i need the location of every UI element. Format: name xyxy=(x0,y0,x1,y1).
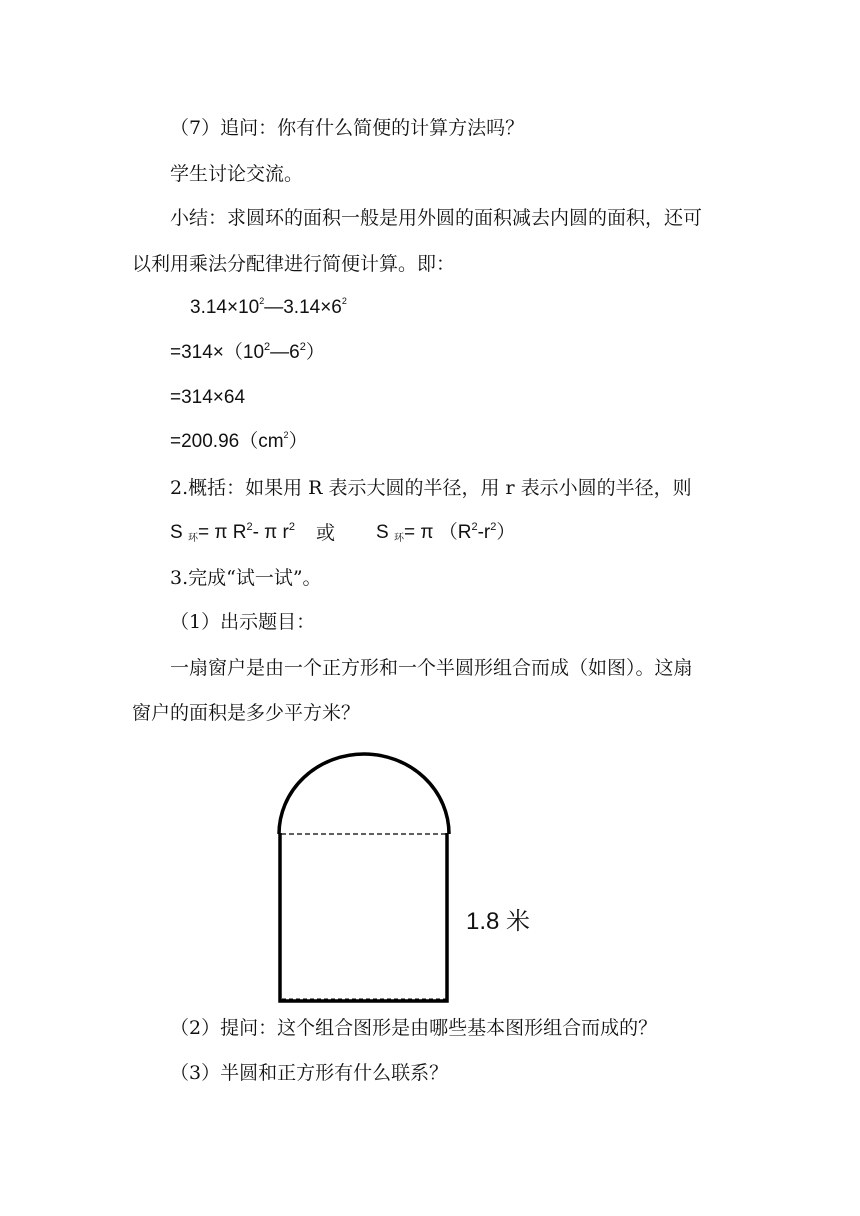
calc-line-2: $=314\times(10^2—6^2)$ xyxy=(170,341,325,363)
or-word: 或 xyxy=(316,522,336,544)
summary-line-2: 以利用乘法分配律进行简便计算。即： xyxy=(132,253,456,275)
problem-line-1: 一扇窗户是由一个正方形和一个半圆形组合而成（如图）。这扇 xyxy=(170,657,693,679)
side-length-label: 1.8 米 xyxy=(466,908,531,935)
try-question-3: （3）半圆和正方形有什么联系？ xyxy=(170,1062,449,1084)
calc-line-3: =314×64 xyxy=(170,387,246,408)
try-question-1: （1）出示题目： xyxy=(170,611,316,633)
annulus-formula-1: S $_环$= π $R^2-$ π $r^2$ xyxy=(170,521,296,544)
annulus-formula-2: S $_环$= π $(R^2-r^2)$ xyxy=(376,521,516,544)
semicircle-arc xyxy=(279,754,449,834)
student-discussion: 学生讨论交流。 xyxy=(170,163,304,185)
problem-line-2: 窗户的面积是多少平方米？ xyxy=(132,702,361,724)
calc-line-1: $3.14\times 10^2—3.14\times 6^2$ xyxy=(190,296,347,318)
try-question-2: （2）提问：这个组合图形是由哪些基本图形组合而成的？ xyxy=(170,1017,658,1039)
summary-line-1: 小结：求圆环的面积一般是用外圆的面积减去内圆的面积，还可 xyxy=(170,207,703,229)
calc-line-4: $=200.96(cm^2)$ xyxy=(170,430,308,452)
try-heading: 3.完成“试一试”。 xyxy=(170,567,322,589)
generalize-text: 2.概括：如果用 R 表示大圆的半径，用 r 表示小圆的半径，则 xyxy=(170,477,692,499)
square-outline xyxy=(280,833,447,1001)
followup-question-7: （7）追问：你有什么简便的计算方法吗？ xyxy=(170,117,525,139)
